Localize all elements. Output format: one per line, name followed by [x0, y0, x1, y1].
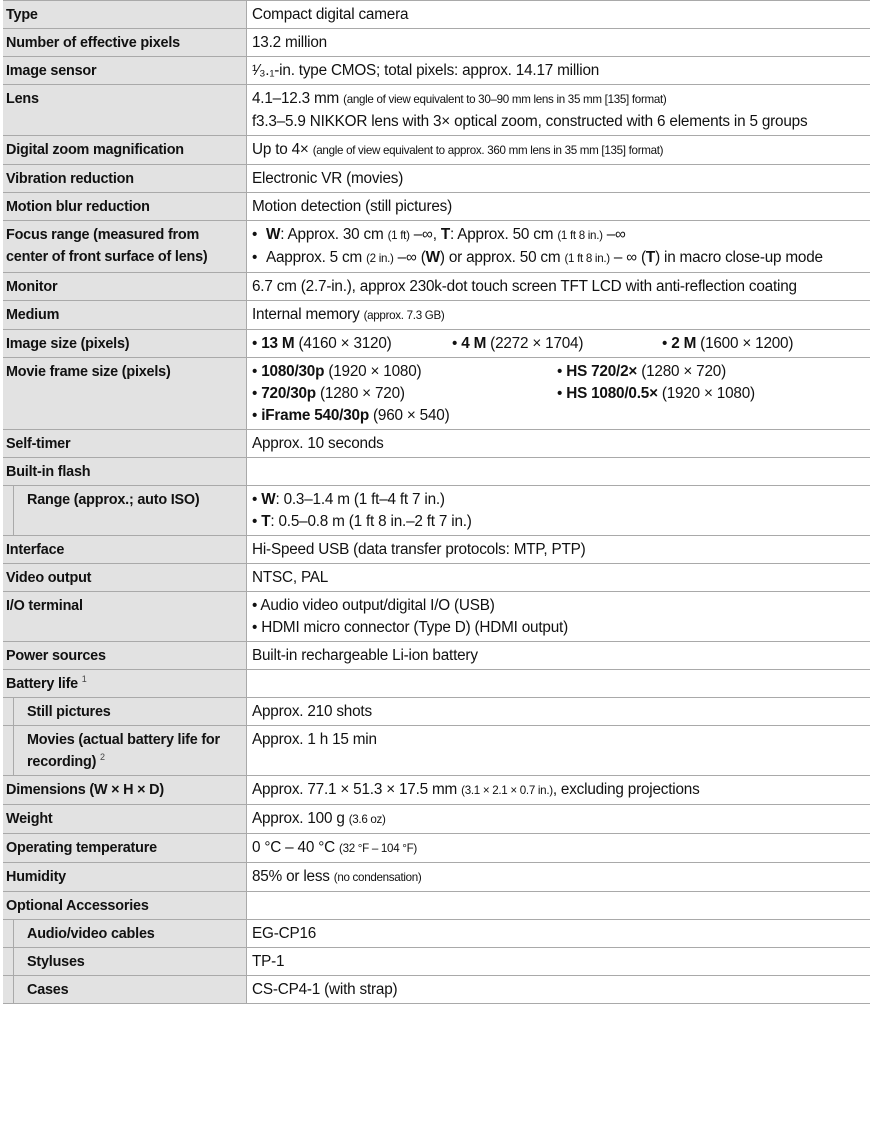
digital-zoom-note: (angle of view equivalent to approx. 360 mm lens in 35 mm [135] format)	[312, 144, 664, 157]
movie-size-item: • HS 1080/0.5× (1920 × 1080)	[557, 385, 755, 402]
value-flash-range	[247, 486, 870, 535]
flash-range-t: • T: 0.5–0.8 m (1 ft 8 in.–2 ft 7 in.)	[252, 513, 472, 530]
value-motion-blur: Motion detection (still pictures)	[252, 198, 452, 215]
image-size-item: • 4 M (2272 × 1704)	[452, 335, 584, 352]
row-type	[3, 0, 870, 29]
value-power-sources: Built-in rechargeable Li-ion battery	[252, 647, 478, 664]
row-cases	[3, 976, 870, 1004]
row-built-in-flash	[3, 458, 870, 486]
lens-description: f3.3–5.9 NIKKOR lens with 3× optical zoom, constructed with 6 elements in 5 groups	[252, 113, 808, 130]
lens-focal-length: 4.1–12.3 mm	[252, 90, 340, 107]
value-movies: Approx. 1 h 15 min	[252, 731, 377, 748]
row-still-pictures	[3, 698, 870, 726]
row-power-sources	[3, 642, 870, 670]
label-vibration-reduction: Vibration reduction	[3, 165, 247, 192]
focus-bullet-2: • Aapprox. 5 cm (2 in.) –∞ (W) or approx. 50 cm (1 ft 8 in.) – ∞ (T) in macro close-up mode	[252, 249, 823, 266]
io-bullet-1: • Audio video output/digital I/O (USB)	[252, 597, 495, 614]
row-movie-frame-size	[3, 358, 870, 430]
row-focus-range	[3, 221, 870, 273]
value-vibration-reduction: Electronic VR (movies)	[252, 170, 404, 187]
value-image-size	[247, 330, 870, 357]
value-dimensions: Approx. 77.1 × 51.3 × 17.5 mm (3.1 × 2.1 × 0.7 in.), excluding projections	[252, 781, 700, 798]
row-movies	[3, 726, 870, 776]
row-av-cables	[3, 920, 870, 948]
spec-table	[3, 0, 870, 1004]
flash-range-w: • W: 0.3–1.4 m (1 ft–4 ft 7 in.)	[252, 491, 445, 508]
label-focus-range: Focus range (measured from center of front surface of lens)	[3, 221, 247, 272]
row-medium	[3, 301, 870, 330]
lens-angle-note: (angle of view equivalent to 30–90 mm lens in 35 mm [135] format)	[343, 93, 667, 106]
value-cases: CS-CP4-1 (with strap)	[252, 981, 398, 998]
value-medium: Internal memory (approx. 7.3 GB)	[252, 306, 445, 323]
value-digital-zoom	[247, 136, 870, 164]
value-humidity: 85% or less (no condensation)	[252, 868, 422, 885]
value-movie-frame-size	[247, 358, 870, 429]
value-image-sensor: ¹⁄₃.₁-in. type CMOS; total pixels: approx. 14.17 million	[252, 62, 600, 79]
row-styluses	[3, 948, 870, 976]
row-weight	[3, 805, 870, 834]
value-optional-accessories	[247, 892, 870, 919]
label-type: Type	[3, 1, 247, 28]
value-effective-pixels: 13.2 million	[252, 34, 327, 51]
row-flash-range	[3, 486, 870, 536]
label-effective-pixels: Number of effective pixels	[3, 29, 247, 56]
value-operating-temperature: 0 °C – 40 °C (32 °F – 104 °F)	[252, 839, 417, 856]
value-type: Compact digital camera	[252, 6, 409, 23]
label-video-output: Video output	[3, 564, 247, 591]
label-operating-temperature: Operating temperature	[3, 834, 247, 862]
value-focus-range	[247, 221, 870, 272]
row-optional-accessories	[3, 892, 870, 920]
row-lens	[3, 85, 870, 136]
label-styluses: Styluses	[3, 948, 247, 975]
movie-size-item: • 720/30p (1280 × 720)	[252, 385, 405, 402]
label-still-pictures: Still pictures	[3, 698, 247, 725]
image-size-item: • 2 M (1600 × 1200)	[662, 335, 794, 352]
value-av-cables: EG-CP16	[252, 925, 317, 942]
row-vibration-reduction	[3, 165, 870, 193]
label-dimensions: Dimensions (W × H × D)	[3, 776, 247, 804]
row-humidity	[3, 863, 870, 892]
value-video-output: NTSC, PAL	[252, 569, 329, 586]
value-built-in-flash	[247, 458, 870, 485]
value-still-pictures: Approx. 210 shots	[252, 703, 372, 720]
value-styluses: TP-1	[252, 953, 285, 970]
value-weight: Approx. 100 g (3.6 oz)	[252, 810, 386, 827]
row-motion-blur	[3, 193, 870, 221]
label-weight: Weight	[3, 805, 247, 833]
label-motion-blur: Motion blur reduction	[3, 193, 247, 220]
row-digital-zoom	[3, 136, 870, 165]
label-image-sensor: Image sensor	[3, 57, 247, 84]
label-power-sources: Power sources	[3, 642, 247, 669]
label-image-size: Image size (pixels)	[3, 330, 247, 357]
label-flash-range: Range (approx.; auto ISO)	[3, 486, 247, 535]
value-monitor: 6.7 cm (2.7-in.), approx 230k-dot touch screen TFT LCD with anti-reflection coating	[252, 278, 797, 295]
row-effective-pixels	[3, 29, 870, 57]
label-built-in-flash: Built-in flash	[3, 458, 247, 485]
movie-size-item: • iFrame 540/30p (960 × 540)	[252, 407, 450, 424]
label-cases: Cases	[3, 976, 247, 1003]
row-battery-life	[3, 670, 870, 698]
label-interface: Interface	[3, 536, 247, 563]
footnote-marker: 2	[99, 752, 105, 763]
value-lens	[247, 85, 870, 135]
row-image-sensor	[3, 57, 870, 85]
label-lens: Lens	[3, 85, 247, 135]
row-video-output	[3, 564, 870, 592]
row-image-size	[3, 330, 870, 358]
label-self-timer: Self-timer	[3, 430, 247, 457]
image-size-item: • 13 M (4160 × 3120)	[252, 335, 392, 352]
label-humidity: Humidity	[3, 863, 247, 891]
value-self-timer: Approx. 10 seconds	[252, 435, 384, 452]
label-monitor: Monitor	[3, 273, 247, 300]
row-interface	[3, 536, 870, 564]
io-bullet-2: • HDMI micro connector (Type D) (HDMI output)	[252, 619, 568, 636]
label-av-cables: Audio/video cables	[3, 920, 247, 947]
digital-zoom-value: Up to 4×	[252, 141, 309, 158]
label-movies: Movies (actual battery life for recording) $^2$	[3, 726, 247, 775]
label-movie-frame-size: Movie frame size (pixels)	[3, 358, 247, 429]
value-battery-life	[247, 670, 870, 697]
movie-size-item: • HS 720/2× (1280 × 720)	[557, 363, 726, 380]
footnote-marker: 1	[81, 674, 87, 685]
value-interface: Hi-Speed USB (data transfer protocols: MTP, PTP)	[252, 541, 586, 558]
label-medium: Medium	[3, 301, 247, 329]
label-io-terminal: I/O terminal	[3, 592, 247, 641]
row-dimensions	[3, 776, 870, 805]
value-io-terminal	[247, 592, 870, 641]
label-optional-accessories: Optional Accessories	[3, 892, 247, 919]
row-io-terminal	[3, 592, 870, 642]
label-digital-zoom: Digital zoom magnification	[3, 136, 247, 164]
row-self-timer	[3, 430, 870, 458]
focus-bullet-1: • W: Approx. 30 cm (1 ft) –∞, T: Approx. 50 cm (1 ft 8 in.) –∞	[252, 226, 626, 243]
movie-size-item: • 1080/30p (1920 × 1080)	[252, 363, 422, 380]
row-monitor	[3, 273, 870, 301]
label-battery-life: Battery life $^1$	[3, 670, 247, 697]
row-operating-temperature	[3, 834, 870, 863]
